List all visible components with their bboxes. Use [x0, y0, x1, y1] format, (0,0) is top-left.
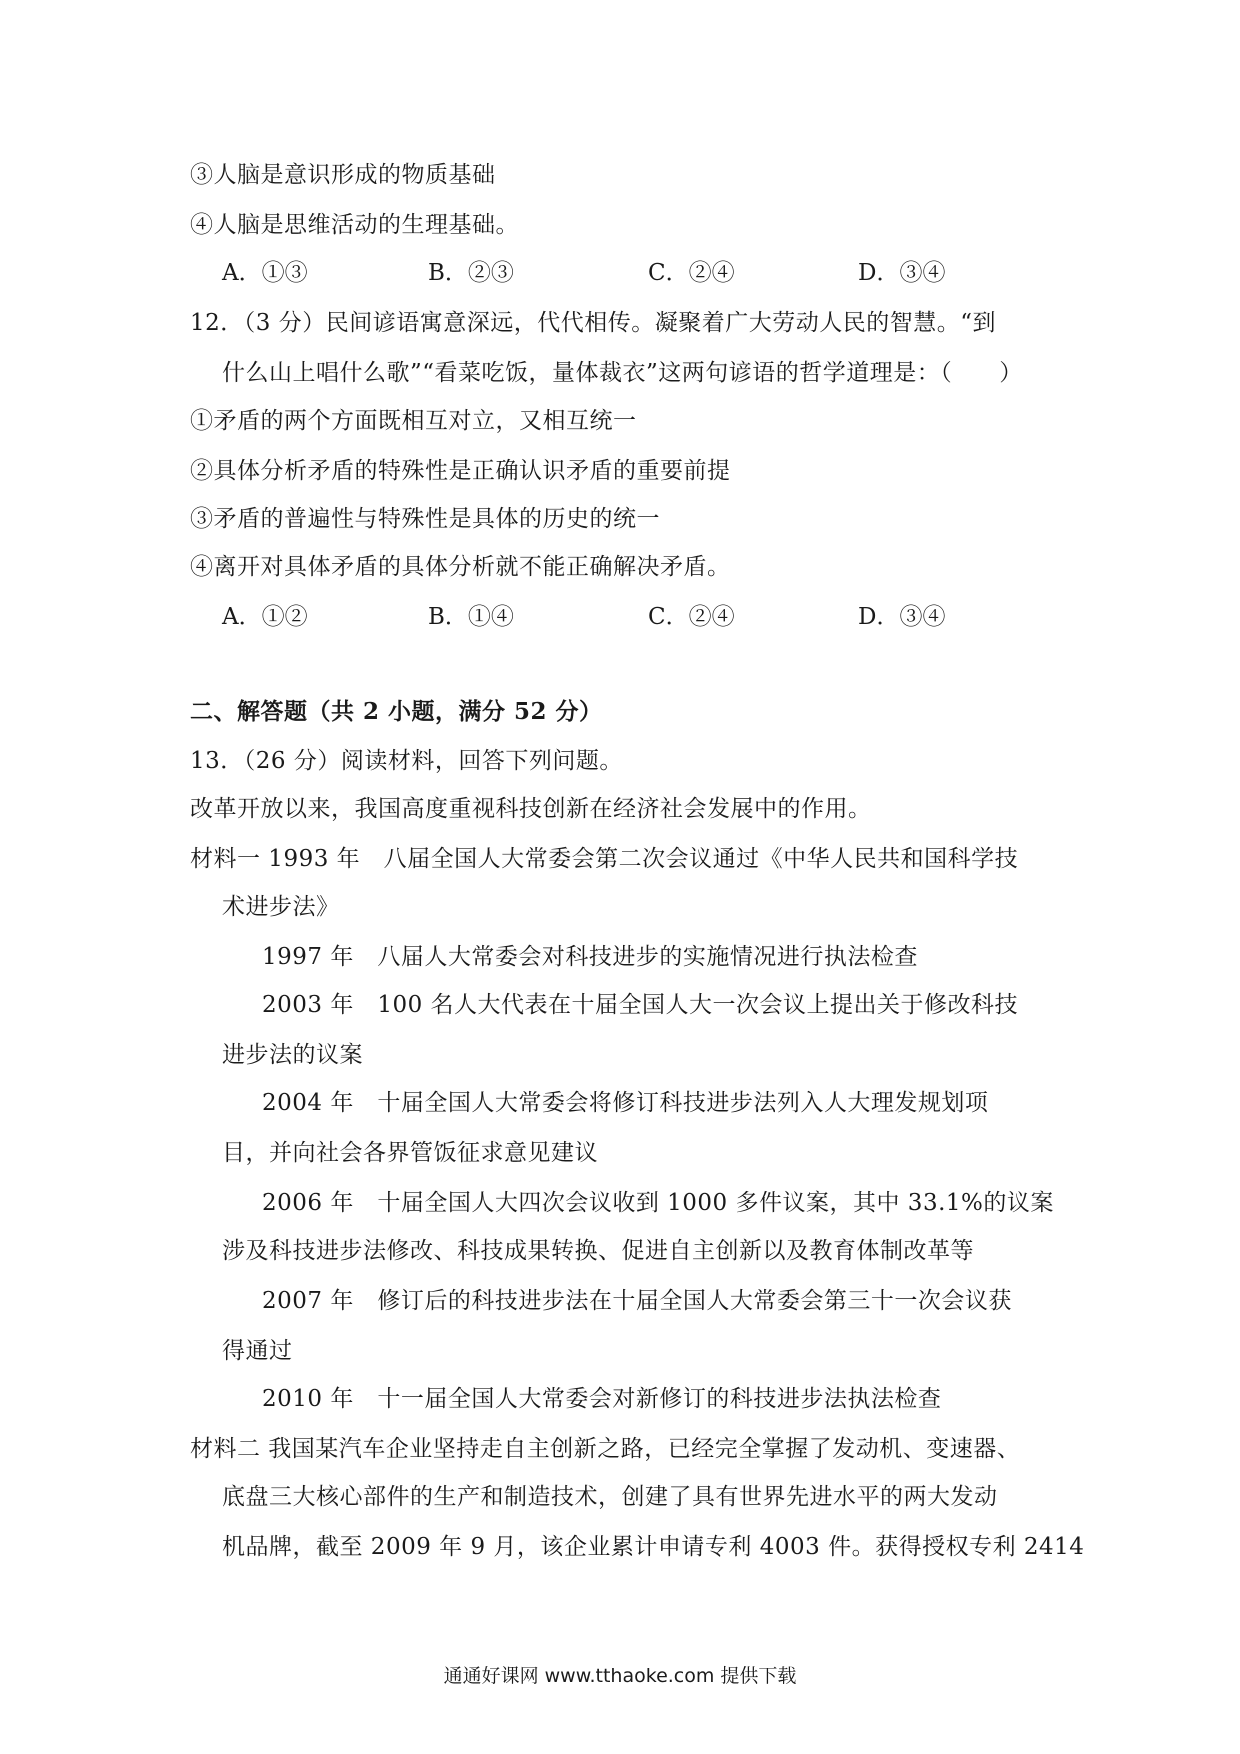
- q11-option-d: D．③④: [858, 260, 946, 286]
- q12-item-2: ②具体分析矛盾的特殊性是正确认识矛盾的重要前提: [190, 458, 731, 484]
- material-1-2006-line-1: 2006 年 十届全国人大四次会议收到 1000 多件议案，其中 33.1%的议案: [262, 1190, 1054, 1216]
- q12-item-1: ①矛盾的两个方面既相互对立，又相互统一: [190, 408, 637, 434]
- q12-stem-line-2: 什么山上唱什么歌”“看菜吃饭，量体裁衣”这两句谚语的哲学道理是：（ ）: [222, 360, 1023, 386]
- q12-item-4: ④离开对具体矛盾的具体分析就不能正确解决矛盾。: [190, 554, 731, 580]
- q12-option-d: D．③④: [858, 604, 946, 630]
- q12-option-c: C．②④: [648, 604, 735, 630]
- page-footer: 通通好课网 www.tthaoke.com 提供下载: [443, 1665, 797, 1687]
- material-1-2007-line-1: 2007 年 修订后的科技进步法在十届全国人大常委会第三十一次会议获: [262, 1288, 1012, 1314]
- q12-stem-line-1: 12．（3 分）民间谚语寓意深远，代代相传。凝聚着广大劳动人民的智慧。“到: [190, 310, 996, 336]
- material-1-line-2: 术进步法》: [222, 894, 340, 920]
- q11-item-4: ④人脑是思维活动的生理基础。: [190, 212, 519, 238]
- material-1-2003-line-1: 2003 年 100 名人大代表在十届全国人大一次会议上提出关于修改科技: [262, 992, 1019, 1018]
- q13-intro: 改革开放以来，我国高度重视科技创新在经济社会发展中的作用。: [190, 796, 872, 822]
- material-2-line-1: 材料二 我国某汽车企业坚持走自主创新之路，已经完全掌握了发动机、变速器、: [190, 1436, 1021, 1462]
- material-1-2006-line-2: 涉及科技进步法修改、科技成果转换、促进自主创新以及教育体制改革等: [222, 1238, 974, 1264]
- material-2-line-2: 底盘三大核心部件的生产和制造技术，创建了具有世界先进水平的两大发动: [222, 1484, 998, 1510]
- q13-stem: 13．（26 分）阅读材料，回答下列问题。: [190, 748, 623, 774]
- material-1-1997: 1997 年 八届人大常委会对科技进步的实施情况进行执法检查: [262, 944, 918, 970]
- material-1-2004-line-1: 2004 年 十届全国人大常委会将修订科技进步法列入人大理发规划项: [262, 1090, 989, 1116]
- material-1-line-1: 材料一 1993 年 八届全国人大常委会第二次会议通过《中华人民共和国科学技: [190, 846, 1019, 872]
- q11-option-a: A．①③: [222, 260, 308, 286]
- q11-item-3: ③人脑是意识形成的物质基础: [190, 162, 496, 188]
- material-2-line-3: 机品牌，截至 2009 年 9 月，该企业累计申请专利 4003 件。获得授权专利 2414: [222, 1534, 1085, 1560]
- material-1-2004-line-2: 目，并向社会各界管饭征求意见建议: [222, 1140, 598, 1166]
- material-1-2010: 2010 年 十一届全国人大常委会对新修订的科技进步法执法检查: [262, 1386, 942, 1412]
- material-1-2003-line-2: 进步法的议案: [222, 1042, 363, 1068]
- material-1-2007-line-2: 得通过: [222, 1338, 293, 1364]
- q12-item-3: ③矛盾的普遍性与特殊性是具体的历史的统一: [190, 506, 660, 532]
- section-heading: 二、解答题（共 2 小题，满分 52 分）: [190, 698, 603, 725]
- q12-option-b: B．①④: [428, 604, 514, 630]
- q11-option-c: C．②④: [648, 260, 735, 286]
- q12-option-a: A．①②: [222, 604, 308, 630]
- q11-option-b: B．②③: [428, 260, 514, 286]
